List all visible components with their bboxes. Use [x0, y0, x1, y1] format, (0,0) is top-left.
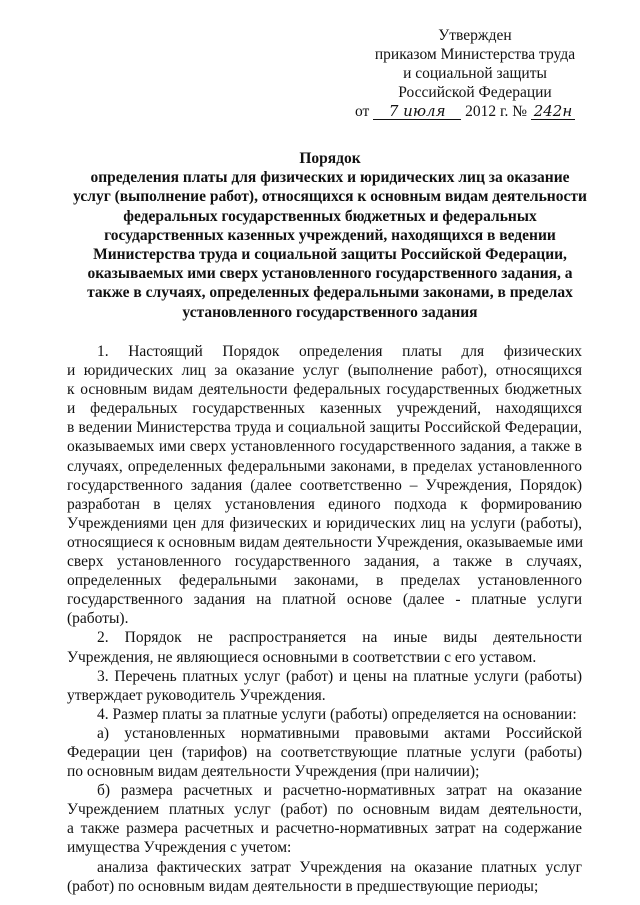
- body-line: случаях, определенных федеральными законами, в пределах установленного: [67, 457, 582, 475]
- body-line: 1. Настоящий Порядок определения платы для физических: [97, 343, 582, 360]
- body-line: в ведении Министерства труда и социальной защиты Российской Федерации,: [67, 419, 582, 437]
- title-line: определения платы для физических и юридических лиц за оказание: [90, 169, 570, 187]
- title-line: установленного государственного задания: [182, 303, 478, 321]
- body-line: и федеральных государственных казенных учреждений, находящихся: [67, 400, 582, 418]
- title-line: Порядок: [299, 150, 361, 167]
- title-line: Министерства труда и социальной защиты Российской Федерации,: [93, 246, 567, 264]
- title-line: оказываемых ими сверх установленного государственного задания, а: [87, 265, 573, 283]
- body-line: б) размера расчетных и расчетно-нормативных затрат на оказание: [97, 782, 582, 800]
- body-line: и юридических лиц за оказание услуг (выполнение работ), относящихся: [67, 362, 582, 380]
- body-line: государственного задания на платной основе (далее - платные услуги: [67, 591, 582, 609]
- title-line: федеральных государственных бюджетных и федеральных: [123, 207, 537, 225]
- body-line: (работы).: [67, 610, 129, 628]
- approval-date-line: [355, 102, 595, 121]
- body-line: оказываемых ими сверх установленного государственного задания, а также в: [67, 438, 582, 456]
- body-line: имущества Учреждения с учетом:: [67, 839, 292, 857]
- body-line: разработан в целях установления единого подхода к формированию: [67, 495, 582, 513]
- year-text: 2012 г. №: [465, 103, 528, 120]
- approval-ministry-line: и социальной защиты: [403, 65, 547, 82]
- body-line: (работ) по основным видам деятельности в предшествующие периоды;: [67, 877, 539, 895]
- approval-stamp: [355, 26, 595, 121]
- title-line: государственных казенных учреждений, находящихся в ведении: [104, 226, 556, 244]
- body-line: государственного задания (далее соответственно – Учреждения, Порядок): [67, 476, 582, 494]
- approval-country-line: Российской Федерации: [398, 84, 552, 101]
- body-line: утверждает руководитель Учреждения.: [67, 686, 326, 704]
- body-line: анализа фактических затрат Учреждения на оказание платных услуг: [97, 858, 582, 876]
- body-line: относящиеся к основным видам деятельности Учреждения, оказываемые ими: [67, 533, 584, 551]
- approval-title: Утвержден: [438, 27, 512, 44]
- body-line: к основным видам деятельности федеральных государственных бюджетных: [67, 381, 582, 399]
- approval-order-line: приказом Министерства труда: [374, 46, 576, 63]
- body-line: определенных федеральными законами, в пределах установленного: [67, 572, 582, 590]
- body-line: сверх установленного государственного задания, а также в случаях,: [67, 553, 582, 571]
- document-title: [70, 149, 590, 322]
- body-line: 3. Перечень платных услуг (работ) и цены на платные услуги (работы): [97, 667, 582, 685]
- date-prefix: от: [355, 103, 370, 120]
- body-line: по основным видам деятельности Учреждения (при наличии);: [67, 763, 480, 781]
- body-line: а) установленных нормативными правовыми актами Российской: [97, 724, 582, 742]
- handwritten-date: 7 июля: [373, 104, 461, 120]
- handwritten-order-number: 242н: [531, 104, 575, 120]
- body-line: Учреждениями цен для физических и юридических лиц на услуги (работы),: [67, 514, 582, 532]
- body-line: а также размера расчетных и расчетно-нормативных затрат на содержание: [67, 820, 582, 838]
- body-line: Учреждением платных услуг (работ) по основным видам деятельности,: [67, 801, 582, 819]
- body-line: 2. Порядок не распространяется на иные виды деятельности: [97, 629, 582, 647]
- body-line: Федерации цен (тарифов) на соответствующие платные услуги (работы): [67, 743, 582, 761]
- title-line: также в случаях, определенных федеральными законами, в пределах: [87, 284, 573, 302]
- body-line: 4. Размер платы за платные услуги (работы) определяется на основании:: [97, 705, 577, 723]
- title-line: услуг (выполнение работ), относящихся к основным видам деятельности: [73, 188, 587, 206]
- body-line: Учреждения, не являющиеся основными в соответствии с его уставом.: [67, 648, 537, 666]
- document-body: [67, 342, 582, 896]
